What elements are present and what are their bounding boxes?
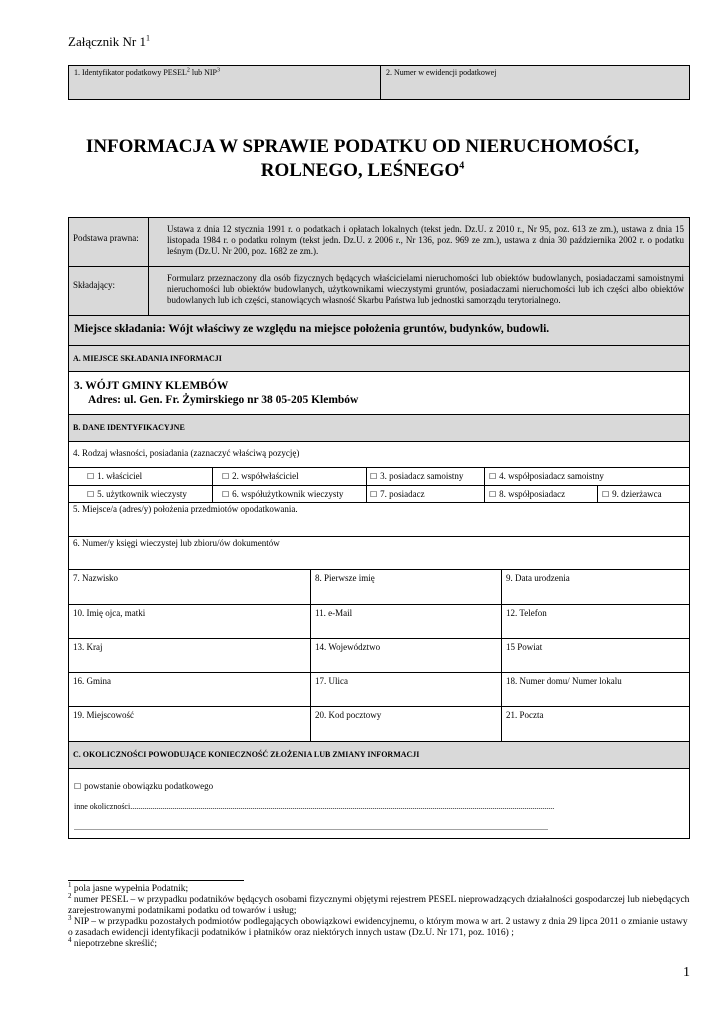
annex-label (68, 34, 150, 50)
option-label: 7. posiadacz (380, 489, 425, 499)
legal-label: Podstawa prawna: (73, 233, 139, 243)
nip-field[interactable] (69, 66, 380, 99)
field-label: 7. Nazwisko (73, 573, 118, 583)
legal-text: Ustawa z dnia 12 stycznia 1991 r. o podatkach i opłatach lokalnych (tekst jedn. Dz.U. z 2010 r., Nr 95, poz. 613 ze zm.), ustawa z dnia 15 listopada 1984 r. o podatku rolnym (tekst jedn. Dz.U. z 2006 r., Nr 136, poz. 969 ze zm.), ustawa z dnia 30 października 2002 r. o podatku leśnym (Dz.U. Nr 200, poz. 1682 ze zm.). (148, 218, 689, 266)
field-parents-names[interactable] (69, 605, 310, 638)
footnote-text: pola jasne wypełnia Podatnik; (71, 884, 189, 894)
footnote-2 (68, 891, 692, 917)
option-label: 2. współwłaściciel (232, 471, 299, 481)
annex-text: Załącznik Nr 1 (68, 34, 146, 49)
ownership-options-row2 (68, 485, 690, 502)
title-line2: ROLNEGO, LEŚNEGO (260, 160, 460, 181)
field-label: 15 Powiat (506, 642, 543, 652)
registry-label: 6. Numer/y księgi wieczystej lub zbioru/ów dokumentów (73, 538, 280, 548)
submitter-row (68, 266, 690, 315)
checkbox-icon[interactable]: ☐ (602, 490, 610, 499)
option-tax-obligation[interactable] (74, 781, 684, 791)
place-text: Miejsce składania: Wójt właściwy ze względu na miejsce położenia gruntów, budynków, budowli. (74, 323, 550, 335)
field-label: 8. Pierwsze imię (315, 573, 375, 583)
footnote-sup: 2 (68, 891, 72, 900)
location-label: 5. Miejsce/a (adres/y) położenia przedmiotów opodatkowania. (73, 504, 298, 514)
field-label: 14. Województwo (315, 642, 381, 652)
footnote-text: NIP – w przypadku pozostałych podmiotów podlegających obowiązkowi ewidencyjnemu, o którym mowa w art. 2 ustawy z dnia 29 lipca 2011 o zmianie ustawy o zasadach ewidencji identyfikacji podatników i płatników oraz niektórych innych ustaw (Dz.U. Nr 171, poz. 1016) ; (68, 917, 688, 938)
footnote-sup: 1 (68, 880, 72, 889)
field-first-name[interactable] (310, 570, 501, 604)
field-label: 19. Miejscowość (73, 710, 134, 720)
location-row[interactable] (68, 502, 690, 536)
ownership-label-row (68, 441, 690, 467)
fields-row-2 (68, 604, 690, 638)
evid-field[interactable] (380, 66, 689, 99)
nip-sup1: 2 (186, 67, 190, 74)
ownership-options-row1 (68, 467, 690, 485)
field-locality[interactable] (69, 707, 310, 741)
footnote-text: niepotrzebne skreślić; (71, 939, 157, 949)
checkbox-icon[interactable]: ☐ (489, 472, 497, 481)
section-a-address (69, 372, 689, 414)
field-house-number[interactable] (501, 673, 689, 706)
option-label: 4. współposiadacz samoistny (499, 471, 604, 481)
fields-row-4 (68, 672, 690, 706)
option-label: 1. właściciel (97, 471, 143, 481)
section-a-body (68, 371, 690, 414)
field-surname[interactable] (69, 570, 310, 604)
field-label: 9. Data urodzenia (506, 573, 570, 583)
option-label: 6. współużytkownik wieczysty (232, 489, 344, 499)
checkbox-icon[interactable]: ☐ (489, 490, 497, 499)
field-commune[interactable] (69, 673, 310, 706)
option-independent-holder[interactable] (366, 468, 484, 485)
checkbox-icon[interactable]: ☐ (222, 490, 230, 499)
submitter-label: Składający: (73, 280, 115, 290)
footnote-separator (68, 880, 244, 881)
footnote-sup: 4 (68, 935, 72, 944)
section-b-header (68, 414, 690, 441)
dotted-line: .................................................................................................................................................................................................................... (130, 802, 555, 811)
field-post-office[interactable] (501, 707, 689, 741)
submitter-text: Formularz przeznaczony dla osób fizycznych będących właścicielami nieruchomości lub obiektów budowlanych, posiadaczami samoistnymi nieruchomości lub obiektów budowlanych, użytkownikami wieczystymi gruntów, posiadaczami nieruchomości lub ich części albo obiektów budowlanych lub ich części, stanowiących własność Skarbu Państwa lub jednostki samorządu terytorialnego. (148, 267, 689, 315)
field-postal-code[interactable] (310, 707, 501, 741)
section-b-title: B. DANE IDENTYFIKACYJNE (73, 423, 185, 432)
fields-row-5 (68, 706, 690, 741)
footnote-4 (68, 935, 692, 950)
section-c-content (69, 769, 689, 838)
field-label: 13. Kraj (73, 642, 103, 652)
top-id-row (68, 65, 690, 100)
section-c-title: C. OKOLICZNOŚCI POWODUJĄCE KONIECZNOŚĆ ZŁOŻENIA LUB ZMIANY INFORMACJI (73, 750, 420, 759)
title-line1: INFORMACJA W SPRAWIE PODATKU OD NIERUCHOMOŚCI, (85, 136, 640, 157)
field-street[interactable] (310, 673, 501, 706)
annex-sup: 1 (145, 33, 150, 43)
field-phone[interactable] (501, 605, 689, 638)
option-label: powstanie obowiązku podatkowego (84, 781, 214, 791)
municipality-address: Adres: ul. Gen. Fr. Żymirskiego nr 38 05-205 Klembów (88, 394, 359, 406)
registry-row[interactable] (68, 536, 690, 569)
checkbox-icon[interactable]: ☐ (370, 490, 378, 499)
field-label: 17. Ulica (315, 676, 348, 686)
footnote-text: numer PESEL – w przypadku podatników będących osobami fizycznymi objętymi rejestrem PESEL nieprowadzących działalności gospodarczej lub niebędących zarejestrowanymi podatnikami podatku od towarów i usług; (68, 895, 690, 916)
option-co-independent-holder[interactable] (484, 468, 689, 485)
other-label: inne okoliczności (74, 802, 131, 811)
field-voivodeship[interactable] (310, 639, 501, 672)
place-row (68, 315, 690, 345)
field-label: 10. Imię ojca, matki (73, 608, 146, 618)
municipality-name: 3. WÓJT GMINY KLEMBÓW (74, 380, 229, 392)
field-email[interactable] (310, 605, 501, 638)
section-a-title: A. MIEJSCE SKŁADANIA INFORMACJI (73, 354, 222, 363)
field-label: 21. Poczta (506, 710, 544, 720)
title-sup: 4 (459, 160, 465, 172)
field-country[interactable] (69, 639, 310, 672)
checkbox-icon[interactable]: ☐ (87, 472, 95, 481)
option-lessee[interactable] (597, 486, 689, 502)
legal-basis-row (68, 217, 690, 266)
checkbox-icon[interactable]: ☐ (74, 782, 82, 791)
field-label: 12. Telefon (506, 608, 547, 618)
option-perpetual-user[interactable] (69, 486, 212, 502)
option-label: 9. dzierżawca (612, 489, 662, 499)
nip-sup2: 3 (217, 67, 220, 74)
option-co-owner[interactable] (212, 468, 366, 485)
form-title (40, 135, 685, 183)
nip-mid: lub NIP (189, 68, 217, 77)
footnote-1 (68, 880, 692, 895)
footnote-sup: 3 (68, 913, 72, 922)
checkbox-icon[interactable]: ☐ (222, 472, 230, 481)
option-owner[interactable] (69, 468, 212, 485)
page-number: 1 (683, 965, 690, 980)
field-label: 16. Gmina (73, 676, 111, 686)
field-county[interactable] (501, 639, 689, 672)
option-holder[interactable] (366, 486, 484, 502)
section-a-header (68, 345, 690, 371)
option-label: 8. współposiadacz (499, 489, 566, 499)
option-label: 3. posiadacz samoistny (380, 471, 464, 481)
section-c-header (68, 741, 690, 768)
nip-label: 1. Identyfikator podatkowy PESEL (74, 68, 187, 77)
other-circumstances-field[interactable] (74, 802, 684, 811)
field-label: 18. Numer domu/ Numer lokalu (506, 676, 622, 686)
dotted-line-2[interactable]: ............................................................................................................................................................................................................................................. (74, 823, 548, 832)
option-co-perpetual-user[interactable] (212, 486, 366, 502)
fields-row-3 (68, 638, 690, 672)
fields-row-1 (68, 569, 690, 604)
field-label: 11. e-Mail (315, 608, 353, 618)
evid-label: 2. Numer w ewidencji podatkowej (386, 68, 497, 77)
ownership-label: 4. Rodzaj własności, posiadania (zaznaczyć właściwą pozycję) (73, 448, 300, 458)
checkbox-icon[interactable]: ☐ (87, 490, 95, 499)
field-label: 20. Kod pocztowy (315, 710, 382, 720)
footnote-3 (68, 913, 692, 939)
field-birth-date[interactable] (501, 570, 689, 604)
section-c-body (68, 768, 690, 839)
option-label: 5. użytkownik wieczysty (97, 489, 187, 499)
checkbox-icon[interactable]: ☐ (370, 472, 378, 481)
footnotes (68, 880, 692, 950)
option-co-holder[interactable] (484, 486, 597, 502)
